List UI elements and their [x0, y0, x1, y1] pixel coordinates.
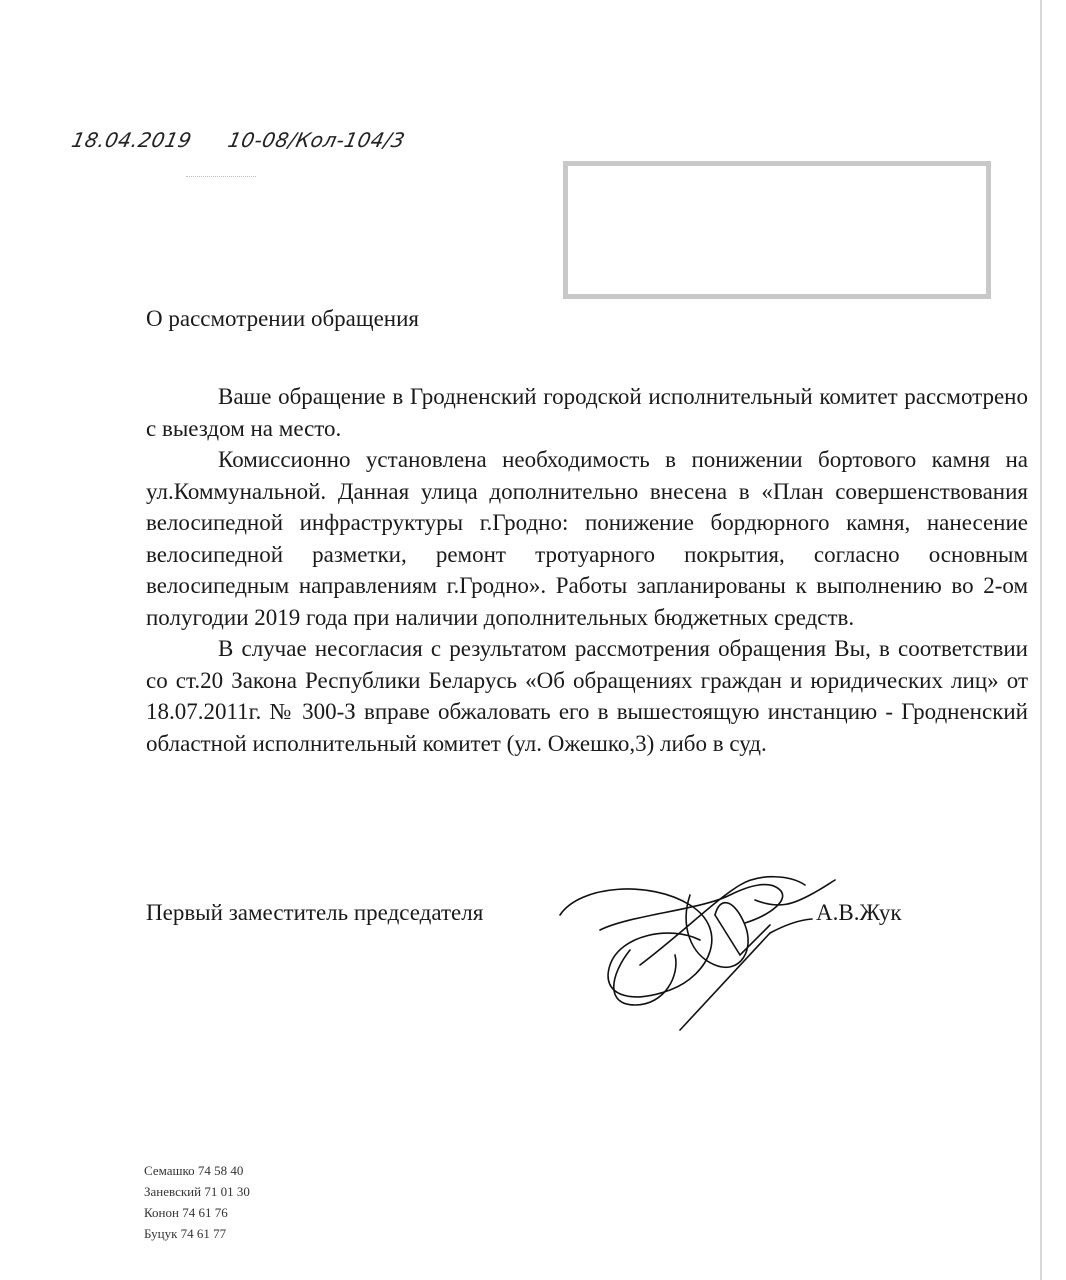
redacted-addressee-box	[563, 161, 991, 299]
contact-line: Конон 74 61 76	[144, 1205, 228, 1220]
letter-subject: О рассмотрении обращения	[146, 306, 419, 331]
faint-marks	[186, 176, 256, 178]
body-paragraph: В случае несогласия с результатом рассмотрения обращения Вы, в соответствии со ст.20 Закона Республики Беларусь «Об обращениях граждан и юридических лиц» от 18.07.2011г. № 300-З вправе обжаловать его в вышестоящую инстанцию - Гродненский областной исполнительный комитет (ул. Ожешко,3) либо в суд.	[146, 636, 1028, 756]
letter-body	[146, 381, 1028, 759]
signatory-title: Первый заместитель председателя	[146, 900, 484, 925]
body-paragraph: Комиссионно установлена необходимость в понижении бортового камня на ул.Коммунальной. Данная улица дополнительно внесена в «План совершенствования велосипедной инфраструктуры г.Гродно: понижение бордюрного камня, нанесение велосипедной разметки, ремонт тротуарного покрытия, согласно основным велосипедным направлениям г.Гродно». Работы запланированы к выполнению во 2-ом полугодии 2019 года при наличии дополнительных бюджетных средств.	[146, 447, 1028, 630]
contact-line: Буцук 74 61 77	[144, 1226, 227, 1241]
signatory-name: А.В.Жук	[816, 900, 902, 925]
scan-edge	[1040, 0, 1042, 1280]
body-paragraph: Ваше обращение в Гродненский городской исполнительный комитет рассмотрено с выездом на место.	[146, 384, 1028, 441]
handwritten-registration	[69, 128, 437, 152]
handwritten-signature	[540, 855, 840, 1035]
contact-line: Заневский 71 01 30	[144, 1184, 250, 1199]
contact-line: Семашко 74 58 40	[144, 1163, 244, 1178]
contacts-list	[144, 1160, 250, 1244]
handwritten-reference: 10-08/Кол-104/3	[225, 128, 408, 152]
handwritten-date: 18.04.2019	[69, 128, 195, 152]
